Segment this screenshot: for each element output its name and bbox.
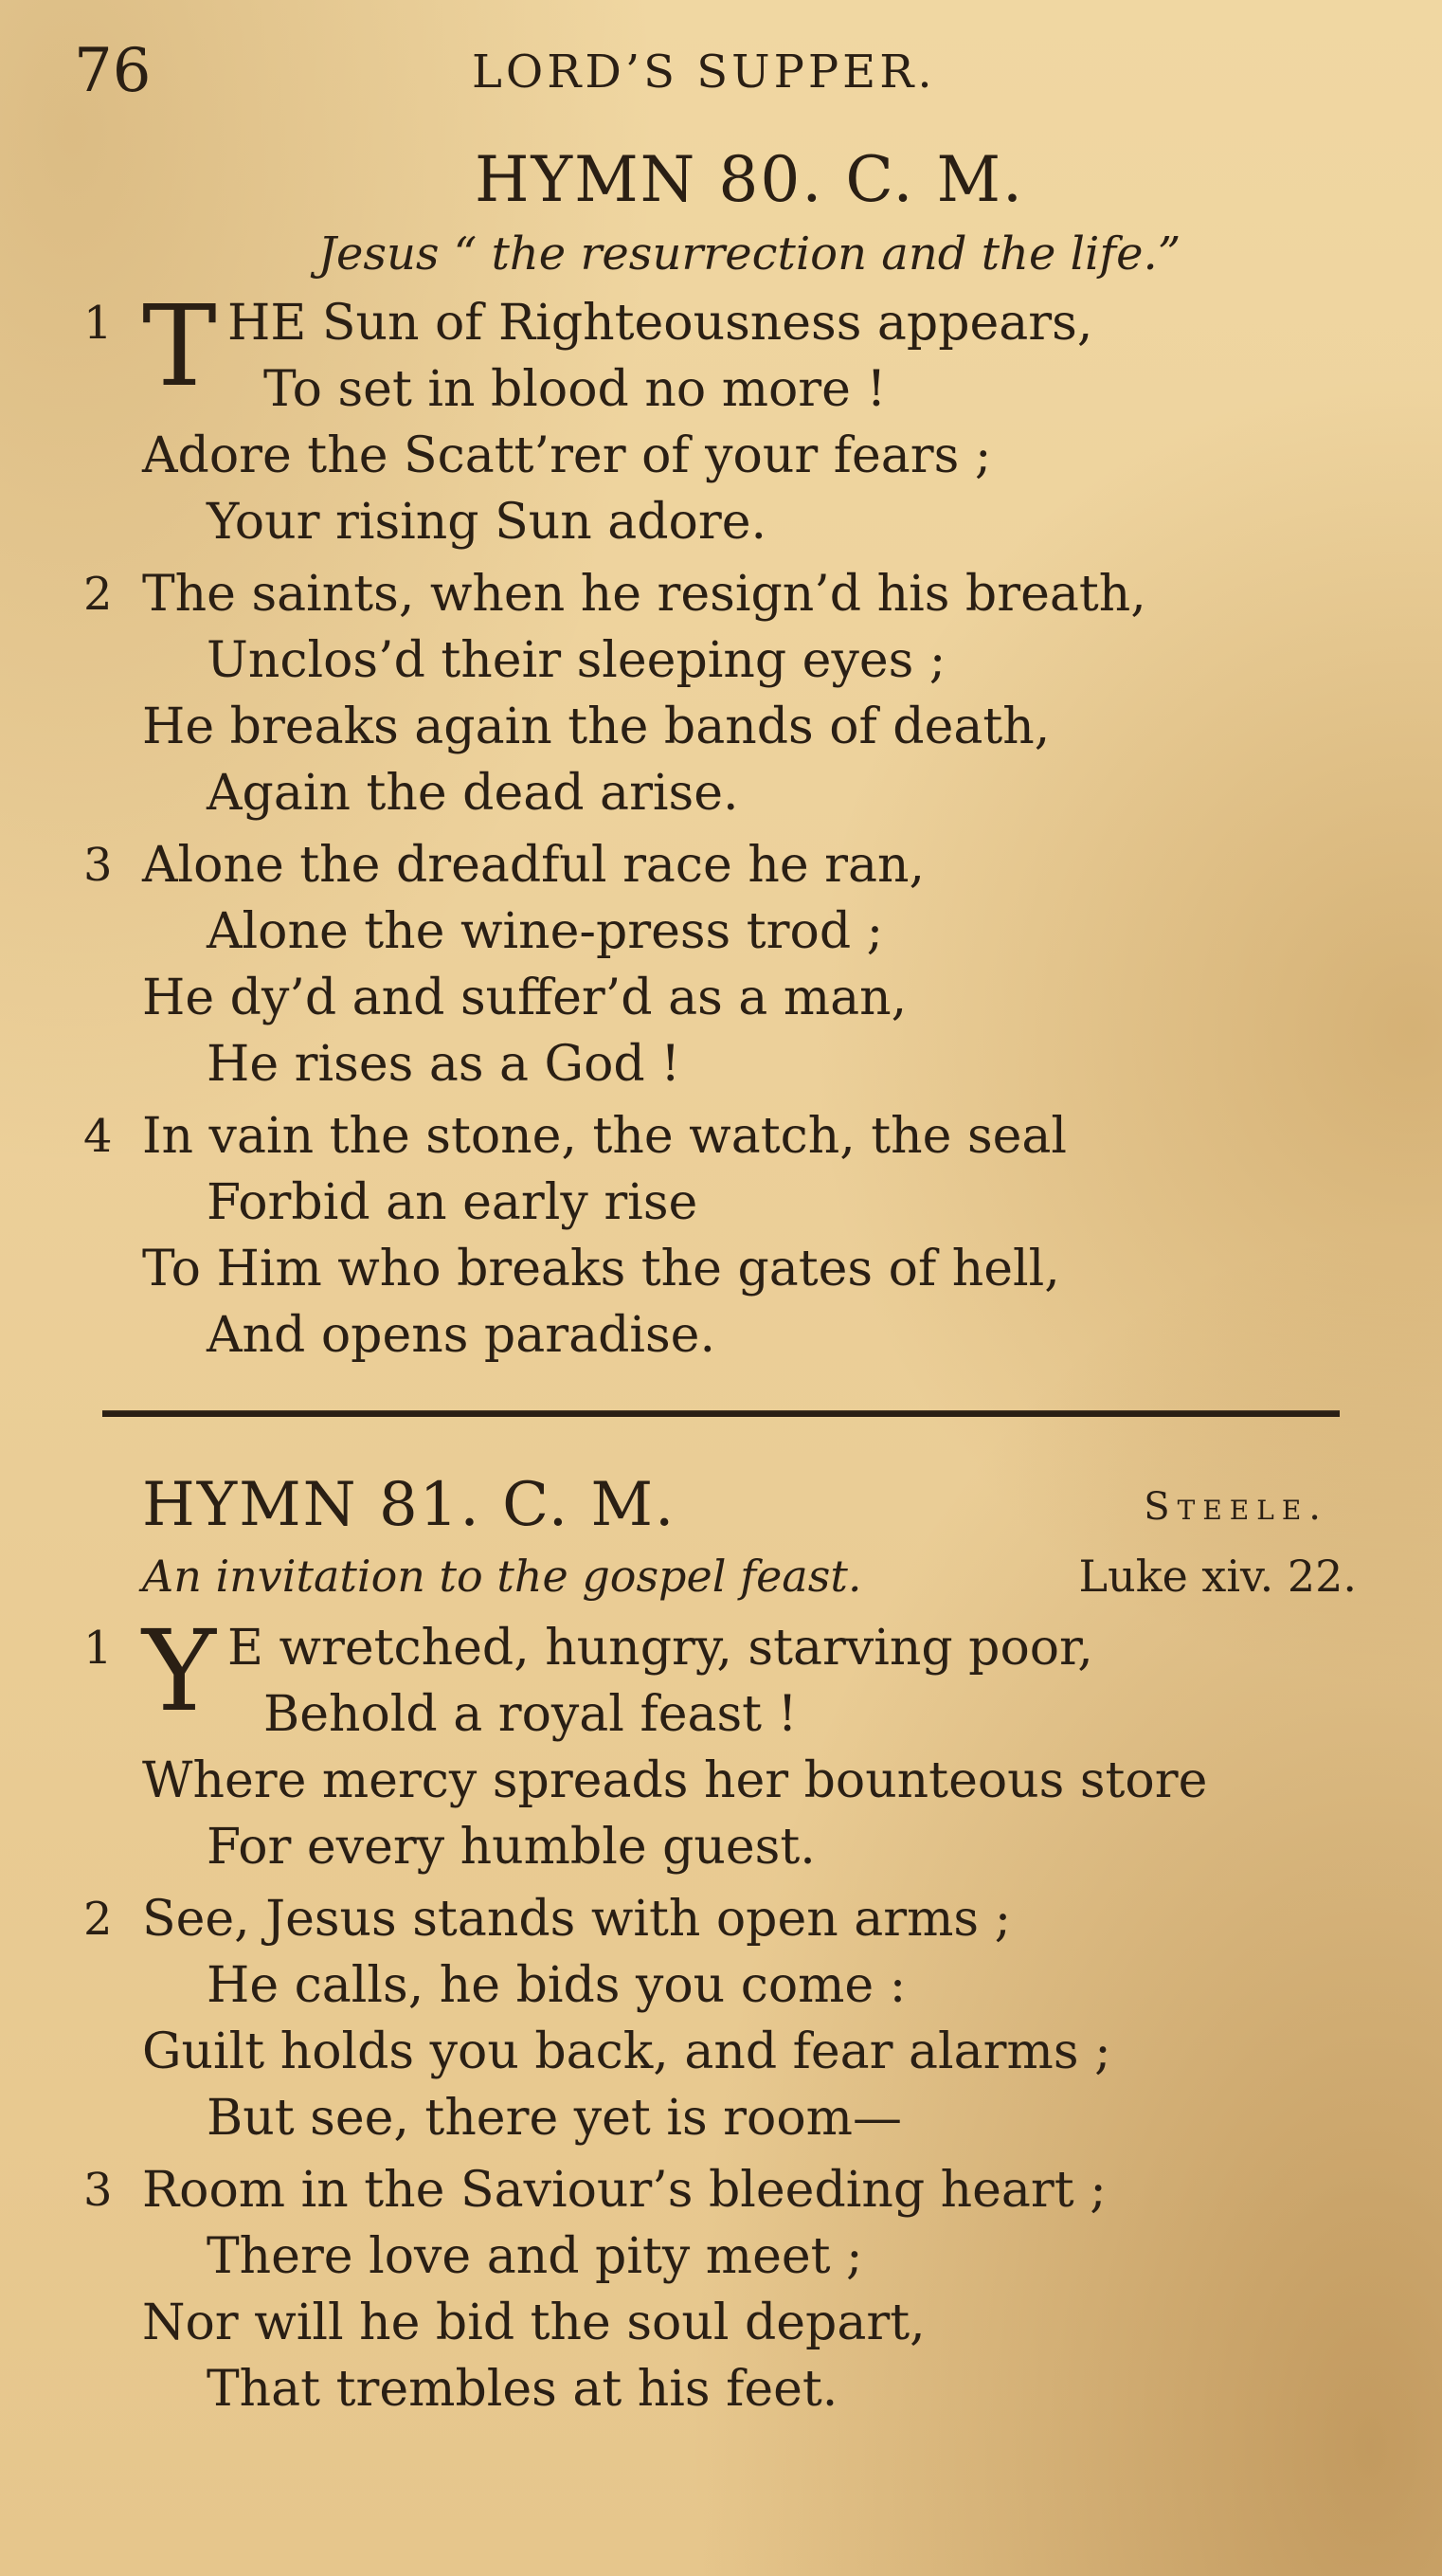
hymn-81 [83, 1467, 1357, 2422]
stanza-number: 2 [83, 1893, 113, 1946]
hymn-81-stanza-3 [83, 2157, 1357, 2422]
hymn-80-stanza-4 [83, 1103, 1357, 1369]
hymn-80-subtitle: Jesus “ the resurrection and the life.” [317, 227, 1181, 281]
verse-line: He dy’d and suffer’d as a man, [142, 970, 908, 1026]
hymn-81-author: Steele. [1144, 1485, 1328, 1529]
verse-line: Your rising Sun adore. [207, 494, 766, 551]
page-header [74, 38, 1328, 104]
drop-cap: Y [142, 1605, 216, 1736]
verse-line: Adore the Scatt’rer of your fears ; [142, 427, 992, 484]
verse-line: Behold a royal feast ! [263, 1686, 798, 1743]
verse-line: He breaks again the bands of death, [142, 698, 1051, 755]
hymn-80-stanza-1 [83, 281, 1357, 555]
hymn-80-stanza-2 [83, 561, 1357, 826]
hymn-80-title: HYMN 80. C. M. [474, 143, 1025, 216]
hymn-81-subtitle-row [142, 1543, 1357, 1609]
verse-line: Forbid an early rise [207, 1174, 698, 1231]
verse-line: To Him who breaks the gates of hell, [142, 1241, 1060, 1297]
verse-line: The saints, when he resign’d his breath, [142, 566, 1146, 623]
verse-line: In vain the stone, the watch, the seal [142, 1108, 1068, 1165]
drop-cap: T [142, 281, 217, 411]
hymn-81-title: HYMN 81. C. M. [142, 1470, 676, 1540]
stanza-number: 1 [83, 297, 113, 350]
page-number: 76 [74, 36, 152, 106]
hymn-81-title-row [142, 1467, 1357, 1543]
hymn-81-subtitle: An invitation to the gospel feast. [142, 1551, 862, 1602]
verse-line: Nor will he bid the soul depart, [142, 2295, 926, 2351]
verse-line: Where mercy spreads her bounteous store [142, 1752, 1208, 1809]
verse-line: Alone the wine-press trod ; [207, 903, 884, 960]
hymn-80 [83, 142, 1357, 1369]
verse-line: There love and pity meet ; [207, 2228, 863, 2285]
verse-line: Room in the Saviour’s bleeding heart ; [142, 2162, 1107, 2219]
verse-line: Alone the dreadful race he ran, [142, 837, 926, 894]
stanza-number: 1 [83, 1622, 113, 1675]
hymn-80-stanza-3 [83, 832, 1357, 1098]
verse-line: And opens paradise. [207, 1307, 715, 1364]
running-head: LORD’S SUPPER. [472, 45, 936, 99]
verse-line: He rises as a God ! [207, 1036, 681, 1093]
hymn-81-stanza-2 [83, 1886, 1357, 2151]
verse-line: Unclos’d their sleeping eyes ; [207, 632, 946, 689]
hymn-81-stanza-1 [83, 1605, 1357, 1880]
verse-line: Guilt holds you back, and fear alarms ; [142, 2023, 1111, 2080]
stanza-number: 2 [83, 568, 113, 621]
stanza-number: 3 [83, 839, 113, 892]
verse-line: See, Jesus stands with open arms ; [142, 1891, 1012, 1948]
stanza-number: 4 [83, 1110, 113, 1163]
verse-line: For every humble guest. [207, 1819, 816, 1876]
verse-line: HE Sun of Righteousness appears, [227, 295, 1093, 352]
verse-line: But see, there yet is room— [207, 2090, 902, 2147]
stanza-number: 3 [83, 2164, 113, 2217]
verse-line: He calls, he bids you come : [207, 1957, 907, 2014]
section-divider [102, 1410, 1340, 1417]
hymn-81-scripture: Luke xiv. 22. [1078, 1551, 1357, 1602]
verse-line: That trembles at his feet. [207, 2361, 838, 2418]
verse-line: Again the dead arise. [207, 765, 739, 822]
verse-line: E wretched, hungry, starving poor, [227, 1620, 1093, 1677]
verse-line: To set in blood no more ! [263, 361, 887, 418]
